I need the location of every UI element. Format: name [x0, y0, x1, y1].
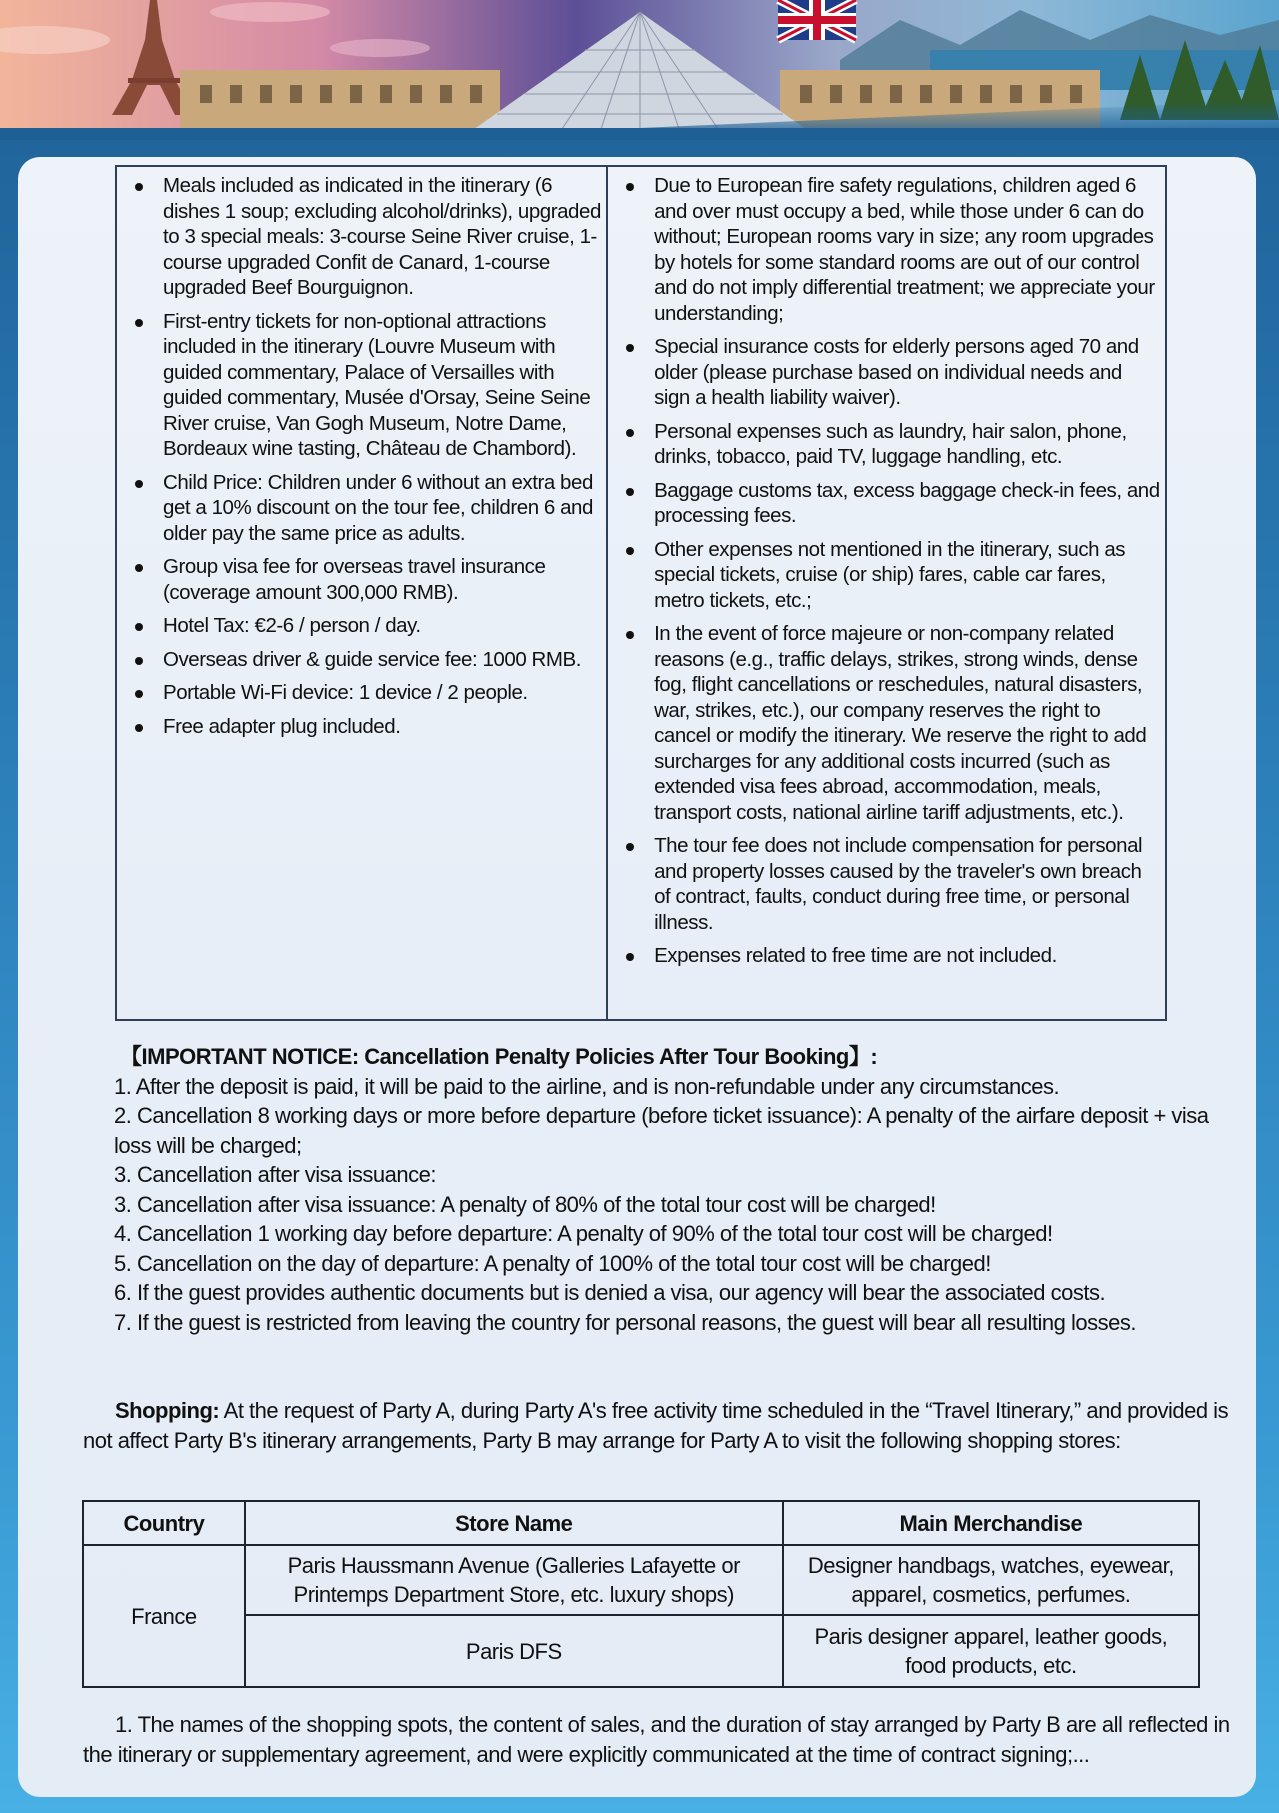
notice-line: 2. Cancellation 8 working days or more before departure (before ticket issuance): A penalty of the airfare deposit + visa loss will be charged;: [114, 1103, 1209, 1158]
header-banner: [0, 0, 1279, 140]
merchandise-cell: Paris designer apparel, leather goods, food products, etc.: [783, 1615, 1199, 1687]
notice-line: 3. Cancellation after visa issuance: A penalty of 80% of the total tour cost will be charged!: [114, 1191, 936, 1217]
country-cell: France: [83, 1545, 245, 1687]
notice-line: 5. Cancellation on the day of departure: A penalty of 100% of the total tour cost will be charged!: [114, 1250, 991, 1276]
notice-line: 1. After the deposit is paid, it will be paid to the airline, and is non-refundable under any circumstances.: [114, 1073, 1060, 1099]
included-item: Overseas driver & guide service fee: 1000 RMB.: [121, 647, 602, 673]
shopping-text: At the request of Party A, during Party A's free activity time scheduled in the “Travel Itinerary,” and provided is not affect Party B's itinerary arrangements, Party B may arrange for Party A to visit the following shopping stores:: [83, 1398, 1229, 1453]
notice-line: 6. If the guest provides authentic documents but is denied a visa, our agency will bear the associated costs.: [114, 1280, 1106, 1305]
excluded-item: Personal expenses such as laundry, hair salon, phone, drinks, tobacco, paid TV, luggage handling, etc.: [612, 419, 1161, 470]
excluded-item: Baggage customs tax, excess baggage check-in fees, and processing fees.: [612, 478, 1161, 529]
included-item: Group visa fee for overseas travel insurance (coverage amount 300,000 RMB).: [121, 554, 602, 605]
notice-heading: 【IMPORTANT NOTICE: Cancellation Penalty Policies After Tour Booking】:: [120, 1044, 878, 1069]
excluded-column: [608, 167, 1165, 1019]
banner-illustration: [0, 0, 1279, 140]
shopping-label: Shopping:: [115, 1398, 220, 1423]
header-country: Country: [83, 1501, 245, 1545]
excluded-item: The tour fee does not include compensation for personal and property losses caused by the traveler's own breach of contract, faults, conduct during free time, or personal illness.: [612, 833, 1161, 935]
excluded-list: [612, 173, 1161, 969]
store-name-cell: Paris DFS: [245, 1615, 783, 1687]
excluded-item: Special insurance costs for elderly persons aged 70 and older (please purchase based on individual needs and sign a health liability waiver).: [612, 334, 1161, 411]
excluded-item: Other expenses not mentioned in the itinerary, such as special tickets, cruise (or ship) fares, cable car fares, metro tickets, etc.;: [612, 537, 1161, 614]
header-main-merchandise: Main Merchandise: [783, 1501, 1199, 1545]
excluded-item: Expenses related to free time are not included.: [612, 943, 1161, 969]
included-item: Hotel Tax: €2-6 / person / day.: [121, 613, 602, 639]
notice-line: 7. If the guest is restricted from leaving the country for personal reasons, the guest will bear all resulting losses.: [114, 1309, 1136, 1335]
included-item: Portable Wi-Fi device: 1 device / 2 people.: [121, 680, 602, 706]
included-item: Free adapter plug included.: [121, 714, 602, 740]
shopping-store-table: [82, 1500, 1200, 1688]
cancellation-notice: [114, 1042, 1244, 1337]
excluded-item: In the event of force majeure or non-company related reasons (e.g., traffic delays, strikes, strong winds, dense fog, flight cancellations or reschedules, natural disasters, war, strikes, etc.), our company reserves the right to cancel or modify the itinerary. We reserve the right to add surcharges for any additional costs incurred (such as extended visa fees abroad, accommodation, meals, transport costs, national airline tariff adjustments, etc.).: [612, 621, 1161, 825]
shopping-intro: [83, 1396, 1233, 1455]
included-list: [121, 173, 602, 739]
content-card: [18, 157, 1256, 1797]
included-item: Meals included as indicated in the itinerary (6 dishes 1 soup; excluding alcohol/drinks), upgraded to 3 special meals: 3-course Seine River cruise, 1-course upgraded Confit de Canard, 1-course upgraded Beef Bourguignon.: [121, 173, 602, 301]
included-item: First-entry tickets for non-optional attractions included in the itinerary (Louvre Museum with guided commentary, Palace of Versailles with guided commentary, Musée d'Orsay, Seine Seine River cruise, Van Gogh Museum, Notre Dame, Bordeaux wine tasting, Château de Chambord).: [121, 309, 602, 462]
merchandise-cell: Designer handbags, watches, eyewear, apparel, cosmetics, perfumes.: [783, 1545, 1199, 1615]
table-header-row: [83, 1501, 1199, 1545]
excluded-item: Due to European fire safety regulations, children aged 6 and over must occupy a bed, while those under 6 can do without; European rooms vary in size; any room upgrades by hotels for some standard rooms are out of our control and do not imply differential treatment; we appreciate your understanding;: [612, 173, 1161, 326]
notice-line: 4. Cancellation 1 working day before departure: A penalty of 90% of the total tour cost will be charged!: [114, 1221, 1053, 1246]
included-column: [117, 167, 608, 1019]
header-store-name: Store Name: [245, 1501, 783, 1545]
inclusions-exclusions-table: [115, 165, 1167, 1021]
included-item: Child Price: Children under 6 without an extra bed get a 10% discount on the tour fee, children 6 and older pay the same price as adults.: [121, 470, 602, 547]
notice-line: 3. Cancellation after visa issuance:: [114, 1162, 436, 1187]
notice-lines: [114, 1072, 1244, 1338]
shopping-footnote: 1. The names of the shopping spots, the content of sales, and the duration of stay arranged by Party B are all reflected in the itinerary or supplementary agreement, and were explicitly communicated at the time of contract signing;...: [83, 1712, 1230, 1767]
table-row: [83, 1615, 1199, 1687]
store-name-cell: Paris Haussmann Avenue (Galleries Lafayette or Printemps Department Store, etc. luxury shops): [245, 1545, 783, 1615]
table-row: [83, 1545, 1199, 1615]
